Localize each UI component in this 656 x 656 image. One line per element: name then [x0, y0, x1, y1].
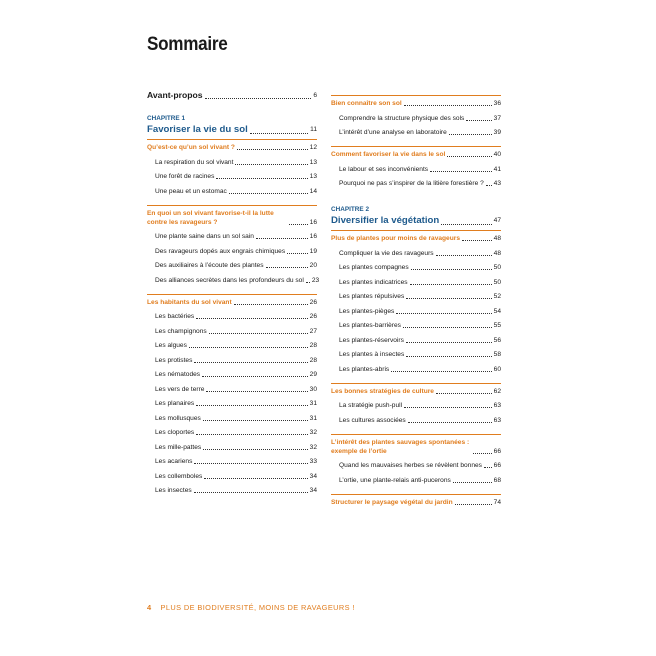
section-heading[interactable]: [147, 209, 317, 227]
entry-page: 12: [309, 144, 317, 151]
entry-label: Le labour et ses inconvénients: [339, 165, 429, 173]
entry-page: 13: [309, 158, 317, 166]
toc-subentry[interactable]: [147, 443, 317, 452]
entry-label: Les mille-pattes: [155, 443, 202, 451]
dot-leader: [473, 453, 492, 454]
entry-label: Une plante saine dans un sol sain: [155, 233, 254, 240]
entry-label: Les bactéries: [155, 313, 195, 320]
toc-subentry[interactable]: [147, 172, 317, 181]
entry-page: 34: [309, 472, 317, 480]
entry-page: 11: [310, 126, 317, 133]
toc-entry-avant-propos[interactable]: [147, 90, 317, 101]
dot-leader: [411, 269, 492, 270]
toc-subentry[interactable]: [147, 276, 320, 285]
entry-page: 14: [309, 187, 317, 195]
entry-page: 40: [493, 151, 501, 158]
toc-subentry[interactable]: [331, 278, 501, 287]
entry-label: Comprendre la structure physique des sols: [339, 114, 465, 122]
toc-section: [147, 139, 317, 196]
entry-page: 31: [309, 414, 317, 422]
toc-subentry[interactable]: [147, 158, 317, 167]
dot-leader: [209, 333, 308, 334]
entry-label: Les nématodes: [155, 371, 201, 378]
dot-leader: [194, 492, 308, 493]
entry-label: Comment favoriser la vie dans le sol: [331, 151, 446, 158]
toc-subentry[interactable]: [331, 365, 501, 374]
toc-subentry[interactable]: [147, 457, 317, 466]
toc-subentry[interactable]: [331, 114, 501, 123]
entry-page: 58: [493, 351, 501, 358]
entry-label: Les protistes: [155, 356, 193, 364]
entry-label: Avant-propos: [147, 90, 203, 100]
entry-page: 39: [493, 129, 501, 136]
entry-page: 48: [493, 235, 501, 242]
entry-page: 50: [493, 278, 501, 286]
toc-subentry[interactable]: [147, 399, 317, 408]
entry-label: Les cloportes: [155, 429, 195, 436]
entry-page: 28: [309, 356, 317, 364]
entry-label: Les plantes répulsives: [339, 293, 405, 300]
dot-leader: [202, 376, 308, 377]
toc-left-column: [147, 90, 320, 495]
entry-label: Les acariens: [155, 458, 193, 465]
toc-subentry[interactable]: [331, 179, 501, 188]
toc-section: [331, 434, 501, 485]
entry-page: 36: [493, 100, 501, 107]
entry-page: 62: [493, 387, 501, 395]
dot-leader: [194, 362, 307, 363]
dot-leader: [306, 282, 310, 283]
entry-label: Une peau et un estomac: [155, 187, 227, 195]
page-footer: [147, 603, 355, 612]
entry-page: 66: [493, 462, 501, 469]
dot-leader: [406, 356, 491, 357]
entry-page: 34: [309, 487, 317, 494]
entry-label: Diversifier la végétation: [331, 215, 440, 226]
entry-label: Les planaires: [155, 400, 195, 407]
entry-label: Des ravageurs dopés aux engrais chimiques: [155, 247, 286, 255]
entry-page: 19: [309, 247, 317, 255]
entry-page: 28: [309, 342, 317, 349]
dot-leader: [462, 240, 492, 241]
dot-leader: [406, 342, 492, 343]
dot-leader: [196, 405, 307, 406]
toc-section: [147, 205, 320, 285]
entry-label: Bien connaître son sol: [331, 100, 402, 107]
entry-label: Qu’est-ce qu’un sol vivant ?: [147, 144, 235, 151]
dot-leader: [196, 318, 307, 319]
section-heading[interactable]: [331, 99, 501, 108]
entry-label: Structurer le paysage végétal du jardin: [331, 498, 453, 506]
toc-subentry[interactable]: [147, 327, 317, 336]
entry-page: 23: [311, 276, 320, 284]
toc-subentry[interactable]: [331, 292, 501, 301]
entry-label: Les mollusques: [155, 414, 201, 422]
entry-label: Les champignons: [155, 327, 207, 335]
entry-label: Des alliances secrètes dans les profondeurs du sol: [155, 276, 304, 284]
entry-label: Les plantes compagnes: [339, 264, 409, 271]
entry-label: Les cultures associées: [339, 416, 406, 424]
entry-label: Les vers de terre: [155, 385, 205, 393]
dot-leader: [203, 420, 308, 421]
section-heading[interactable]: [147, 298, 317, 307]
toc-subentry[interactable]: [147, 414, 317, 423]
dot-leader: [410, 284, 492, 285]
chapter-title[interactable]: [147, 124, 317, 136]
entry-label: L’intérêt des plantes sauvages spontanées : exemple de l’ortie: [331, 438, 470, 455]
dot-leader: [194, 463, 307, 464]
toc-subentry[interactable]: [331, 165, 501, 174]
chapter-label: CHAPITRE 2: [331, 206, 369, 213]
dot-leader: [234, 304, 308, 305]
toc-subentry[interactable]: [147, 247, 317, 256]
dot-leader: [266, 267, 308, 268]
entry-page: 37: [493, 114, 501, 122]
entry-page: 41: [493, 165, 501, 173]
entry-page: 66: [493, 447, 501, 455]
entry-label: Les plantes à insectes: [339, 351, 405, 358]
dot-leader: [287, 253, 308, 254]
dot-leader: [436, 255, 492, 256]
chapter-label: CHAPITRE 1: [147, 115, 185, 122]
dot-leader: [447, 156, 491, 157]
section-heading[interactable]: [331, 438, 501, 456]
dot-leader: [484, 467, 492, 468]
entry-page: 29: [309, 371, 317, 378]
entry-label: L’intérêt d’une analyse en laboratoire: [339, 129, 447, 136]
footer-running-title: PLUS DE BIODIVERSITÉ, MOINS DE RAVAGEURS !: [160, 603, 355, 612]
entry-page: 6: [313, 92, 317, 99]
footer-page-number: 4: [147, 603, 152, 612]
entry-page: 74: [493, 498, 501, 506]
section-heading[interactable]: [331, 387, 501, 396]
toc-subentry[interactable]: [147, 187, 317, 196]
entry-page: 16: [309, 233, 317, 240]
entry-label: Les plantes-réservoirs: [339, 336, 404, 344]
dot-leader: [216, 178, 307, 179]
dot-leader: [205, 98, 312, 99]
entry-label: Les bonnes stratégies de culture: [331, 387, 434, 395]
entry-page: 33: [309, 458, 317, 465]
dot-leader: [449, 134, 492, 135]
entry-label: Les plantes-barrières: [339, 322, 401, 329]
dot-leader: [466, 120, 491, 121]
entry-page: 47: [493, 217, 501, 224]
entry-page: 20: [309, 262, 317, 269]
toc-section: [147, 294, 317, 496]
dot-leader: [404, 105, 492, 106]
toc-subentry[interactable]: [331, 401, 501, 410]
section-heading[interactable]: [331, 150, 501, 159]
entry-label: Compliquer la vie des ravageurs: [339, 249, 434, 257]
section-heading[interactable]: [147, 143, 317, 152]
entry-label: Plus de plantes pour moins de ravageurs: [331, 235, 460, 242]
toc-section: [331, 383, 501, 425]
dot-leader: [391, 371, 491, 372]
dot-leader: [289, 224, 308, 225]
toc-subentry[interactable]: [147, 428, 317, 437]
toc-subentry[interactable]: [331, 350, 501, 359]
toc-subentry[interactable]: [331, 263, 501, 272]
entry-page: 31: [309, 400, 317, 407]
toc-section: [331, 146, 501, 188]
toc-subentry[interactable]: [147, 356, 317, 365]
entry-label: Les insectes: [155, 487, 192, 494]
entry-page: 63: [493, 416, 501, 424]
dot-leader: [196, 434, 307, 435]
dot-leader: [237, 149, 308, 150]
entry-label: Les collemboles: [155, 472, 203, 480]
dot-leader: [250, 133, 308, 134]
toc-subentry[interactable]: [331, 128, 501, 137]
entry-label: La respiration du sol vivant: [155, 158, 234, 166]
entry-label: Les plantes-abris: [339, 365, 390, 373]
entry-page: 32: [309, 443, 317, 451]
entry-page: 54: [493, 307, 501, 315]
toc-subentry[interactable]: [331, 476, 501, 485]
dot-leader: [204, 478, 307, 479]
dot-leader: [408, 422, 492, 423]
section-heading[interactable]: [331, 234, 501, 243]
entry-page: 68: [493, 476, 501, 484]
toc-subentry[interactable]: [331, 307, 501, 316]
dot-leader: [404, 407, 492, 408]
entry-page: 27: [309, 327, 317, 335]
entry-page: 32: [309, 429, 317, 436]
entry-label: En quoi un sol vivant favorise-t-il la lutte contre les ravageurs ?: [147, 209, 274, 226]
entry-page: 43: [493, 180, 501, 187]
entry-page: 30: [309, 385, 317, 393]
entry-label: Une forêt de racines: [155, 173, 215, 180]
dot-leader: [189, 347, 308, 348]
entry-page: 26: [309, 298, 317, 306]
toc-subentry[interactable]: [331, 461, 501, 470]
entry-page: 56: [493, 336, 501, 344]
entry-page: 48: [493, 249, 501, 257]
entry-label: Les plantes indicatrices: [339, 278, 408, 286]
entry-page: 63: [493, 402, 501, 409]
dot-leader: [441, 224, 491, 225]
dot-leader: [406, 298, 491, 299]
toc-subentry[interactable]: [147, 472, 317, 481]
dot-leader: [403, 327, 492, 328]
toc-subentry[interactable]: [331, 249, 501, 258]
toc-subentry[interactable]: [331, 321, 501, 330]
toc-subentry[interactable]: [147, 232, 317, 241]
entry-page: 50: [493, 264, 501, 271]
dot-leader: [396, 313, 491, 314]
entry-page: 52: [493, 293, 501, 300]
entry-label: Favoriser la vie du sol: [147, 124, 248, 135]
toc-right-column: [331, 90, 501, 507]
entry-label: Pourquoi ne pas s’inspirer de la litière forestière ?: [339, 180, 484, 187]
chapter-title[interactable]: [331, 215, 501, 227]
entry-page: 60: [493, 365, 501, 373]
dot-leader: [256, 238, 308, 239]
toc-subentry[interactable]: [147, 261, 317, 270]
toc-subentry[interactable]: [147, 341, 317, 350]
toc-subentry[interactable]: [331, 416, 501, 425]
entry-label: Des auxiliaires à l’écoute des plantes: [155, 262, 264, 269]
toc-subentry[interactable]: [331, 336, 501, 345]
entry-label: Les habitants du sol vivant: [147, 298, 232, 306]
entry-label: Quand les mauvaises herbes se révèlent bonnes: [339, 462, 482, 469]
entry-label: La stratégie push-pull: [339, 402, 403, 409]
dot-leader: [206, 391, 307, 392]
entry-page: 26: [309, 313, 317, 320]
toc-subentry[interactable]: [147, 370, 317, 379]
entry-label: Les plantes-pièges: [339, 307, 395, 315]
toc-section: [331, 494, 501, 507]
dot-leader: [229, 193, 308, 194]
dot-leader: [455, 504, 492, 505]
toc-section: [331, 230, 501, 374]
toc-section: [331, 95, 501, 137]
toc-subentry[interactable]: [147, 486, 317, 495]
entry-page: 13: [309, 173, 317, 180]
section-heading[interactable]: [331, 498, 501, 507]
dot-leader: [486, 185, 492, 186]
entry-label: L’ortie, une plante-relais anti-pucerons: [339, 476, 451, 484]
dot-leader: [430, 171, 492, 172]
toc-subentry[interactable]: [147, 385, 317, 394]
toc-subentry[interactable]: [147, 312, 317, 321]
dot-leader: [453, 482, 492, 483]
dot-leader: [235, 164, 307, 165]
page-title: Sommaire: [147, 34, 228, 55]
entry-page: 55: [493, 322, 501, 329]
entry-page: 16: [309, 218, 317, 226]
dot-leader: [436, 393, 492, 394]
entry-label: Les algues: [155, 342, 187, 349]
dot-leader: [203, 449, 307, 450]
